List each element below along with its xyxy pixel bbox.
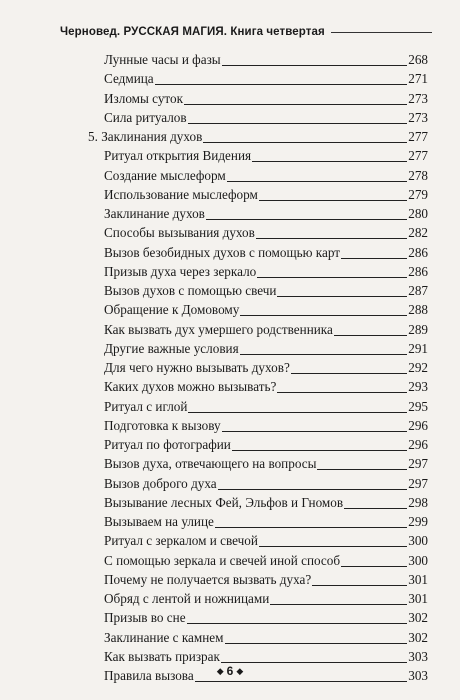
toc-entry-title: Заклинание духов [104, 206, 205, 221]
toc-entry-title: Вызов безобидных духов с помощью карт [104, 244, 341, 260]
page-number: 6 [226, 664, 234, 678]
toc-entry-title: Как вызвать призрак [104, 648, 220, 664]
toc-entry-page: 271 [408, 71, 428, 87]
toc-leader-line [221, 662, 407, 663]
toc-entry-page: 296 [408, 417, 428, 433]
toc-entry-title: Ритуал с иглой [104, 398, 188, 414]
toc-entry-page: 286 [408, 263, 428, 279]
toc-entry-page: 279 [408, 186, 428, 202]
toc-entry-page: 301 [408, 591, 428, 606]
toc-leader-line [344, 508, 407, 509]
toc-entry [104, 589, 428, 607]
toc-entry-page: 292 [408, 360, 428, 375]
toc-entry-title: Другие важные условия [104, 340, 239, 356]
toc-entry [104, 454, 428, 472]
toc-entry [104, 551, 428, 569]
toc-entry-title: Создание мыслеформ [104, 167, 226, 183]
toc-entry-title: Вызов духа, отвечающего на вопросы [104, 456, 317, 472]
toc-entry [104, 185, 428, 203]
page-footer [0, 664, 460, 678]
toc-entry-title: Как вызвать дух умершего родственника [104, 321, 333, 337]
toc-entry [104, 166, 428, 184]
toc-leader-line [222, 65, 408, 66]
toc-entry-page: 286 [408, 244, 428, 260]
toc-entry [104, 320, 428, 338]
toc-leader-line [155, 84, 408, 85]
toc-leader-line [227, 181, 407, 182]
toc-leader-line [232, 450, 407, 451]
toc-entry [104, 416, 428, 434]
toc-entry-page: 273 [408, 90, 428, 106]
toc-leader-line [277, 296, 407, 297]
toc-entry-page: 303 [408, 648, 428, 664]
toc-entry-title: Заклинание с камнем [104, 629, 224, 645]
toc-entry-title: Вызов духов с помощью свечи [104, 283, 277, 298]
toc-leader-line [203, 142, 407, 143]
toc-leader-line [277, 392, 407, 393]
toc-entry-page: 277 [408, 148, 428, 164]
toc-entry [104, 262, 428, 280]
header-rule [331, 32, 432, 33]
toc-entry-title: Обряд с лентой и ножницами [104, 591, 270, 606]
toc-entry [88, 127, 428, 145]
toc-entry-title: Изломы суток [104, 90, 184, 106]
toc-entry-page: 296 [408, 437, 428, 452]
toc-entry-title: Лунные часы и фазы [104, 52, 221, 67]
toc-entry [104, 204, 428, 222]
toc-entry-title: Вызов доброго духа [104, 475, 217, 491]
toc-entry-page: 268 [408, 52, 428, 67]
toc-entry-page: 302 [408, 610, 428, 626]
toc-entry [104, 108, 428, 126]
toc-entry-title: Ритуал открытия Видения [104, 148, 252, 164]
toc-entry-page: 298 [408, 494, 428, 510]
toc-leader-line [259, 546, 407, 547]
toc-entry [104, 570, 428, 588]
toc-entry-title: Почему не получается вызвать духа? [104, 571, 312, 587]
toc-leader-line [252, 161, 407, 162]
toc-entry-page: 273 [408, 109, 428, 125]
toc-entry-title: Правила вызова [104, 668, 194, 683]
toc-entry-title: Вызываем на улице [104, 514, 214, 529]
toc-leader-line [270, 604, 407, 605]
toc-entry-page: 291 [408, 340, 428, 356]
toc-entry-title: Каких духов можно вызывать? [104, 379, 277, 395]
toc-leader-line [291, 373, 407, 374]
toc-entry-page: 289 [408, 321, 428, 337]
toc-entry-page: 280 [408, 206, 428, 221]
toc-entry-title: Ритуал с зеркалом и свечой [104, 533, 258, 549]
toc-entry [104, 608, 428, 626]
toc-entry-page: 300 [408, 533, 428, 549]
toc-entry [104, 223, 428, 241]
toc-entry-title: Обращение к Домовому [104, 302, 240, 318]
toc-leader-line [334, 335, 407, 336]
toc-entry-title: Для чего нужно вызывать духов? [104, 360, 290, 375]
toc-entry-page: 302 [408, 629, 428, 645]
toc-entry-page: 293 [408, 379, 428, 395]
toc-entry-page: 288 [408, 302, 428, 318]
toc-entry-title: С помощью зеркала и свечей иной способ [104, 552, 341, 568]
toc-entry [104, 69, 428, 87]
toc-entry-title: Вызывание лесных Фей, Эльфов и Гномов [104, 494, 344, 510]
toc-entry-title: Подготовка к вызову [104, 417, 221, 433]
toc-entry-title: Сила ритуалов [104, 109, 187, 125]
toc-leader-line [259, 200, 407, 201]
toc-leader-line [312, 585, 407, 586]
toc-entry [104, 493, 428, 511]
toc-leader-line [187, 623, 408, 624]
footer-ornament-right: ◆ [236, 665, 244, 676]
toc-entry [104, 89, 428, 107]
toc-entry-title: Способы вызывания духов [104, 225, 255, 241]
toc-leader-line [188, 412, 407, 413]
toc-entry-page: 297 [408, 475, 428, 491]
toc-entry [104, 531, 428, 549]
toc-leader-line [257, 277, 407, 278]
toc-leader-line [225, 643, 408, 644]
toc-entry [104, 397, 428, 415]
footer-ornament-left: ◆ [216, 665, 224, 676]
toc-leader-line [206, 219, 407, 220]
toc-entry-page: 299 [408, 514, 428, 529]
toc-entry [104, 628, 428, 646]
toc-leader-line [317, 469, 407, 470]
running-header-title: Черновед. РУССКАЯ МАГИЯ. Книга четвертая [60, 26, 325, 38]
toc-leader-line [240, 354, 408, 355]
toc-leader-line [222, 431, 408, 432]
toc-leader-line [341, 566, 407, 567]
toc-entry [104, 474, 428, 492]
toc-entry [104, 512, 428, 530]
toc-entry-title: Призыв духа через зеркало [104, 263, 257, 279]
toc-entry [104, 647, 428, 665]
toc-leader-line [256, 238, 407, 239]
toc-entry-title: Использование мыслеформ [104, 186, 258, 202]
toc-entry-page: 287 [408, 283, 428, 298]
running-header [60, 26, 432, 38]
toc-entry [104, 146, 428, 164]
toc-entry-page: 303 [408, 668, 428, 683]
toc-leader-line [215, 527, 407, 528]
toc-entry-page: 300 [408, 552, 428, 568]
toc-entry [104, 50, 428, 68]
toc-entry [104, 339, 428, 357]
toc-leader-line [218, 489, 408, 490]
toc-entry-page: 282 [408, 225, 428, 241]
toc-leader-line [195, 681, 408, 682]
toc-leader-line [188, 123, 408, 124]
toc-entry-page: 301 [408, 571, 428, 587]
toc-entry-page: 277 [408, 129, 428, 144]
toc-entry-title: Ритуал по фотографии [104, 437, 231, 452]
toc-entry [104, 243, 428, 261]
toc-entry-title: Призыв во сне [104, 610, 186, 626]
toc-leader-line [240, 315, 407, 316]
toc-entry [104, 300, 428, 318]
toc-entry [104, 377, 428, 395]
toc-entry [104, 281, 428, 299]
toc-leader-line [184, 104, 407, 105]
toc-entry [104, 435, 428, 453]
toc-entry-page: 297 [408, 456, 428, 472]
toc-entry-title: 5. Заклинания духов [88, 129, 203, 144]
toc-entry-page: 295 [408, 398, 428, 414]
toc-entry-title: Седмица [104, 71, 154, 87]
toc-entry-page: 278 [408, 167, 428, 183]
toc-leader-line [341, 258, 407, 259]
toc-entry [104, 358, 428, 376]
